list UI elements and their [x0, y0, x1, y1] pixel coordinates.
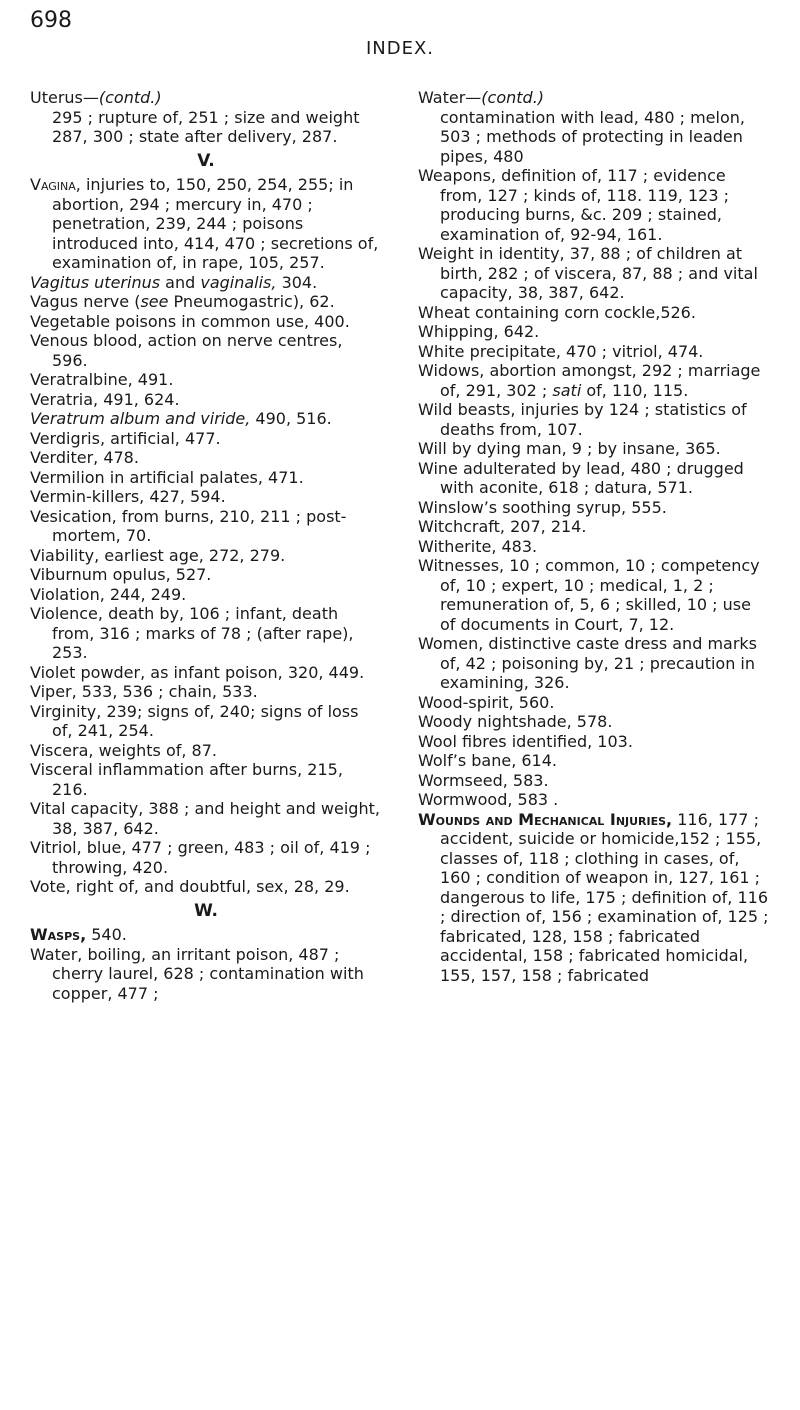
index-entry: Women, distinctive caste dress and marks of, 42 ; poisoning by, 21 ; precaution in examining, 326.	[418, 634, 758, 692]
index-entry: Will by dying man, 9 ; by insane, 365.	[418, 439, 721, 458]
index-entry: Wine adulterated by lead, 480 ; drugged with aconite, 618 ; datura, 571.	[418, 458, 744, 497]
index-entry: Witnesses, 10 ; common, 10 ; competency of, 10 ; expert, 10 ; medical, 1, 2 ; remuneration of, 5, 6 ; skilled, 10 ; use of documents in Court, 7, 12.	[418, 556, 760, 634]
entry-see-reference: see	[140, 292, 169, 311]
index-entry: Vegetable poisons in common use, 400.	[30, 311, 350, 331]
index-entry: Violet powder, as infant poison, 320, 449.	[30, 662, 365, 682]
entry-term: Vagitus uterinus	[30, 272, 161, 292]
index-column-left	[30, 88, 382, 1003]
section-heading-v: V.	[197, 150, 215, 171]
index-entry: Woody nightshade, 578.	[418, 712, 613, 731]
entry-text: Pneumogastric), 62.	[168, 292, 335, 311]
index-entry: Visceral inflammation after burns, 215, 216.	[30, 760, 343, 799]
entry-continued-note: (contd.)	[98, 88, 162, 107]
index-entry: Wheat containing corn cockle,526.	[418, 302, 696, 322]
entry-references: 116, 177 ; accident, suicide or homicide,152 ; 155, classes of, 118 ; clothing in cases, of, 160 ; condition of weapon in, 127, 161 ; dangerous to life, 175 ; definition of, 116 ; direction of, 156 ; examination of, 125 ; fabricated, 128, 158 ; fabricated accidental, 158 ; fabricated homicidal, 155, 157, 158 ; fabricated	[440, 809, 769, 985]
index-entry: Verdigris, artificial, 477.	[30, 428, 221, 448]
index-entry: Wool fibres identified, 103.	[418, 731, 633, 751]
index-entry: Vote, right of, and doubtful, sex, 28, 29.	[30, 877, 350, 896]
index-entry: Vermin-killers, 427, 594.	[30, 487, 226, 506]
index-entry: Wormwood, 583 .	[418, 790, 559, 809]
index-entry: Whipping, 642.	[418, 322, 540, 341]
section-heading-w: W.	[194, 900, 218, 921]
entry-term: sati	[552, 380, 582, 400]
entry-references: 540.	[86, 925, 127, 944]
index-entry: Venous blood, action on nerve centres, 596.	[30, 331, 343, 370]
index-entry: Vital capacity, 388 ; and height and weight, 38, 387, 642.	[30, 799, 380, 838]
entry-references: 490, 516.	[250, 409, 332, 428]
index-entry: Violation, 244, 249.	[30, 584, 187, 604]
entry-term: Water—	[418, 88, 482, 107]
index-entry: Verditer, 478.	[30, 448, 139, 467]
entry-text: of, 110, 115.	[581, 380, 689, 400]
index-entry	[30, 925, 382, 945]
entry-references: 304.	[276, 272, 318, 292]
index-entry: Veratralbine, 491.	[30, 370, 174, 389]
index-entry: Virginity, 239; signs of, 240; signs of loss of, 241, 254.	[30, 701, 359, 740]
entry-text: Widows, abortion amongst, 292 ; marriage of, 291, 302 ;	[418, 361, 761, 400]
index-entry-continuation: 295 ; rupture of, 251 ; size and weight 287, 300 ; state after delivery, 287.	[52, 107, 360, 146]
index-entry: Witchcraft, 207, 214.	[418, 517, 587, 536]
index-entry: Viability, earliest age, 272, 279.	[30, 545, 286, 565]
page-number: 698	[30, 8, 72, 33]
index-entry: Vitriol, blue, 477 ; green, 483 ; oil of, 419 ; throwing, 420.	[30, 838, 371, 877]
index-entry-continuation: contamination with lead, 480 ; melon, 503 ; methods of protecting in leaden pipes, 480	[440, 107, 745, 166]
index-entry: Witherite, 483.	[418, 536, 538, 556]
entry-term: vaginalis,	[200, 272, 277, 292]
index-entry	[30, 273, 382, 293]
index-entry	[418, 361, 770, 400]
entry-term: Wounds and Mechanical Injuries,	[418, 809, 673, 829]
index-entry: Weight in identity, 37, 88 ; of children at birth, 282 ; of viscera, 87, 88 ; and vital capacity, 38, 387, 642.	[418, 244, 758, 302]
index-entry: Wild beasts, injuries by 124 ; statistics of deaths from, 107.	[418, 400, 747, 439]
index-column-right	[418, 88, 770, 985]
entry-text: Vagus nerve (	[30, 292, 141, 311]
index-entry: Viscera, weights of, 87.	[30, 740, 217, 760]
index-entry: White precipitate, 470 ; vitriol, 474.	[418, 341, 704, 361]
index-entry: Wood-spirit, 560.	[418, 692, 555, 712]
index-entry: Viper, 533, 536 ; chain, 533.	[30, 682, 258, 701]
entry-term: Veratrum album and viride,	[30, 409, 251, 428]
index-entry	[30, 88, 382, 108]
index-entry: Winslow’s soothing syrup, 555.	[418, 497, 667, 517]
index-entry: Vermilion in artificial palates, 471.	[30, 467, 304, 487]
index-entry	[30, 292, 382, 312]
index-entry	[418, 88, 770, 108]
index-entry: Viburnum opulus, 527.	[30, 565, 212, 584]
index-entry: Violence, death by, 106 ; infant, death from, 316 ; marks of 78 ; (after rape), 253.	[30, 604, 354, 662]
entry-term: Vagina,	[30, 175, 81, 194]
entry-term: Uterus—	[30, 88, 99, 107]
index-entry	[30, 175, 382, 273]
entry-references: injuries to, 150, 250, 254, 255; in abortion, 294 ; mercury in, 470 ; penetration, 239, 244 ; poisons introduced into, 414, 470 ; secretions of, examination of, in rape, 105, 257.	[52, 175, 379, 272]
index-entry: Wolf’s bane, 614.	[418, 751, 557, 770]
index-entry	[30, 409, 382, 429]
entry-text: and	[160, 272, 201, 292]
index-entry	[418, 810, 770, 986]
entry-term: Wasps,	[30, 925, 87, 944]
index-entry: Vesication, from burns, 210, 211 ; post-mortem, 70.	[30, 506, 347, 545]
index-entry: Weapons, definition of, 117 ; evidence from, 127 ; kinds of, 118. 119, 123 ; producing burns, &c. 209 ; stained, examination of, 92-94, 161.	[418, 166, 729, 244]
entry-continued-note: (contd.)	[481, 88, 545, 107]
index-entry: Wormseed, 583.	[418, 770, 549, 790]
index-entry: Water, boiling, an irritant poison, 487 ; cherry laurel, 628 ; contamination with copper, 477 ;	[30, 944, 364, 1003]
running-head: INDEX.	[365, 38, 435, 59]
index-entry: Veratria, 491, 624.	[30, 389, 180, 409]
